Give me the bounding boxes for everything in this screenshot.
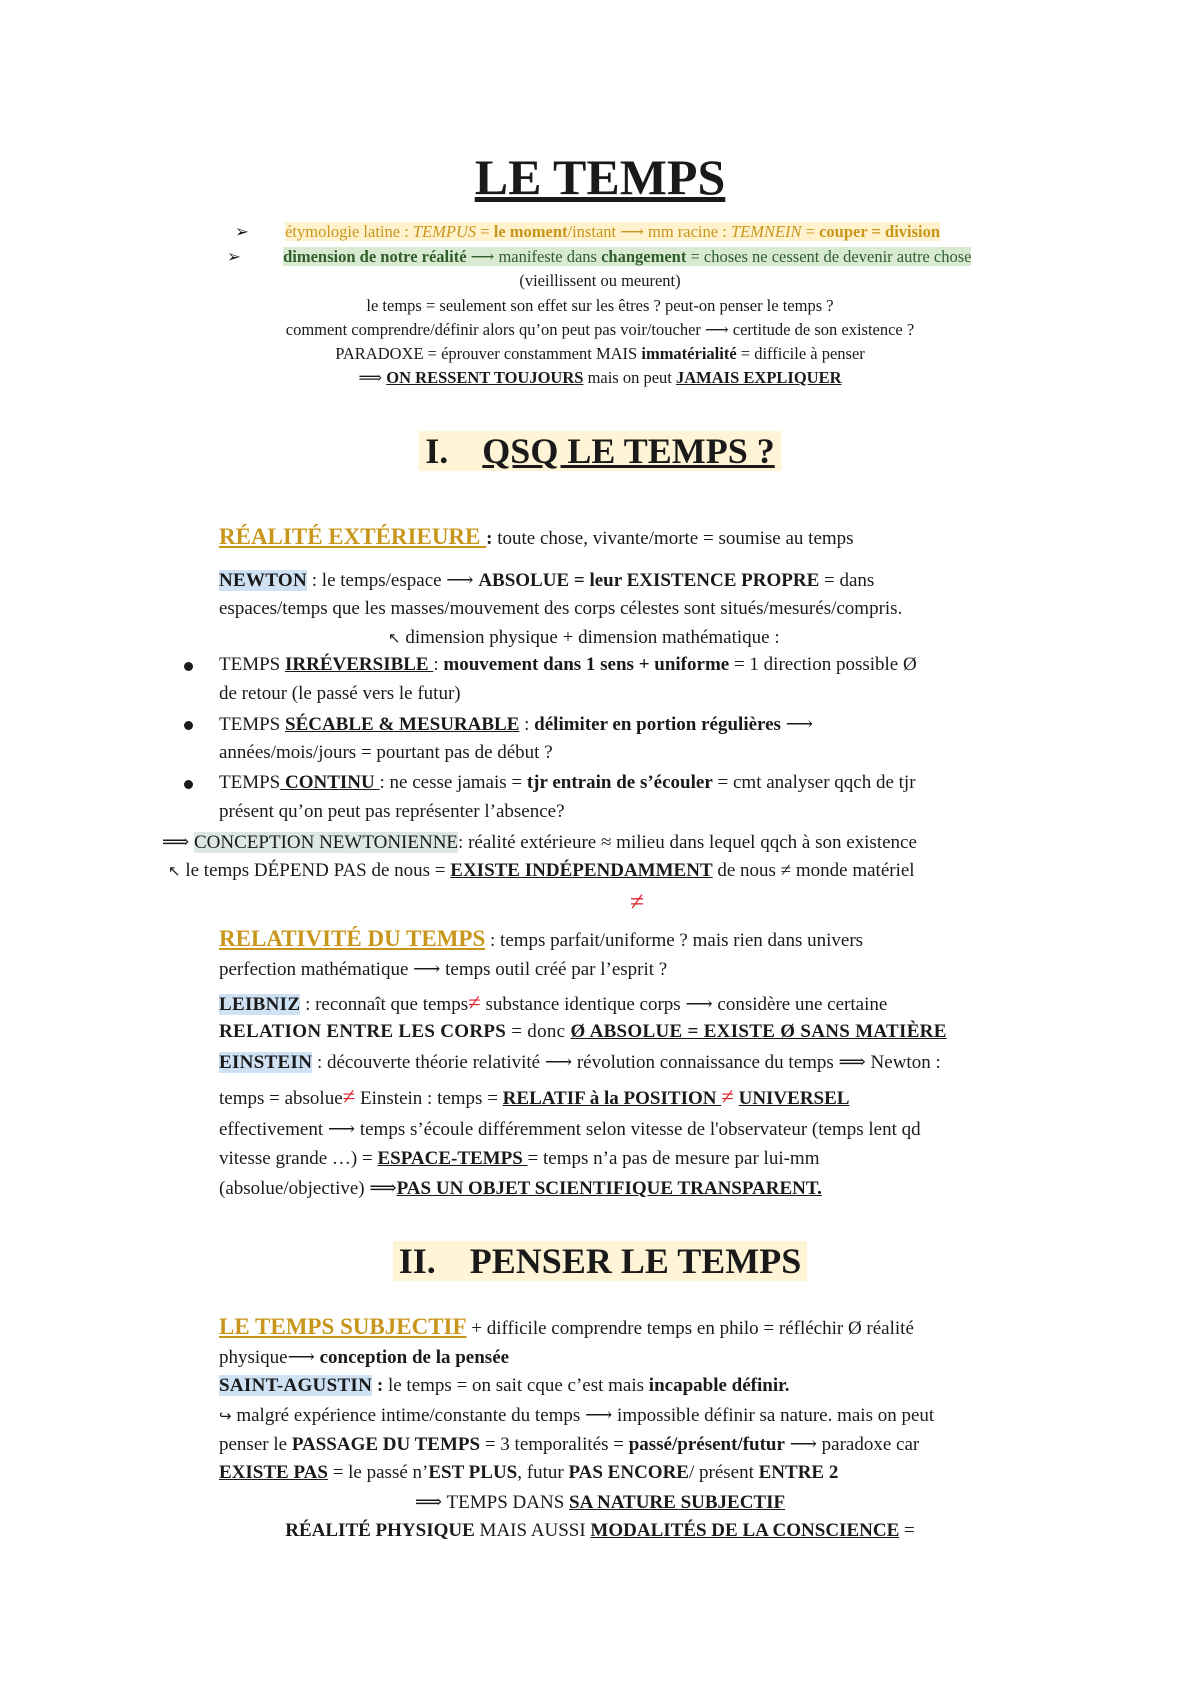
document-title: LE TEMPS — [474, 149, 726, 205]
etymology-highlight: étymologie latine : TEMPUS = le moment/instant ⟶ mm racine : TEMNEIN = couper = division — [285, 222, 941, 241]
bullet-irreversible-cont: de retour (le passé vers le futur) — [219, 683, 461, 704]
newton-line-3: ↖ dimension physique + dimension mathématique : — [388, 627, 780, 648]
einstein-line: EINSTEIN : découverte théorie relativité ⟶ révolution connaissance du temps ⟹ Newton : — [219, 1052, 941, 1073]
relativite-line-2: perfection mathématique ⟶ temps outil créé par l’esprit ? — [219, 959, 668, 980]
section-1-title: QSQ LE TEMPS ? — [482, 431, 775, 471]
intro-comprehension-line: comment comprendre/définir alors qu’on peut pas voir/toucher ⟶ certitude de son existence ? — [285, 320, 915, 339]
subjective-conclusion: ⟹ TEMPS DANS SA NATURE SUBJECTIF — [414, 1492, 786, 1513]
bullet-irreversible: TEMPS IRRÉVERSIBLE : mouvement dans 1 sens + uniforme = 1 direction possible Ø — [219, 654, 917, 675]
bullet-continu: TEMPS CONTINU : ne cesse jamais = tjr entrain de s’écouler = cmt analyser qqch de tjr — [219, 772, 916, 793]
bullet-icon — [184, 780, 193, 789]
curved-arrow-icon: ↖ — [168, 862, 181, 880]
curved-arrow-icon: ↖ — [388, 629, 401, 647]
dimension-highlight: dimension de notre réalité ⟶ manifeste dans changement = choses ne cessent de devenir autre chose — [283, 247, 972, 266]
section-1-heading — [0, 430, 1200, 472]
intro-dimension-continuation: (vieillissent ou meurent) — [519, 271, 681, 290]
intro-paradox-line: PARADOXE = éprouver constamment MAIS immatérialité = difficile à penser — [335, 344, 865, 363]
intro-conclusion-line: ⟹ ON RESSENT TOUJOURS mais on peut JAMAIS EXPLIQUER — [358, 368, 842, 387]
bullet-secable: TEMPS SÉCABLE & MESURABLE : délimiter en portion régulières ⟶ — [219, 714, 813, 735]
newton-name: NEWTON — [219, 570, 308, 591]
hook-arrow-icon: ↪ — [219, 1407, 232, 1425]
intro-dimension-line — [227, 247, 971, 267]
section-2-title: PENSER LE TEMPS — [469, 1241, 802, 1281]
einstein-name: EINSTEIN — [219, 1052, 313, 1073]
saint-augustin-line-2: ↪ malgré expérience intime/constante du temps ⟶ impossible définir sa nature. mais on peut — [219, 1405, 935, 1426]
saint-augustin-line-4: EXISTE PAS = le passé n’EST PLUS, futur PAS ENCORE/ présent ENTRE 2 — [219, 1462, 839, 1483]
section-2-heading — [0, 1240, 1200, 1282]
arrow-bullet-icon: ➢ — [235, 222, 249, 241]
newtonian-conclusion: ⟹ CONCEPTION NEWTONIENNE: réalité extérieure ≈ milieu dans lequel qqch à son existence — [162, 832, 917, 853]
bullet-icon — [184, 721, 193, 730]
section-2-number: II. — [398, 1241, 436, 1281]
einstein-line-2: temps = absolue≠ Einstein : temps = RELATIF à la POSITION ≠ UNIVERSEL — [219, 1084, 850, 1109]
newton-line: NEWTON : le temps/espace ⟶ ABSOLUE = leur EXISTENCE PROPRE = dans — [219, 570, 875, 591]
intro-question-line: le temps = seulement son effet sur les êtres ? peut-on penser le temps ? — [366, 296, 834, 315]
realite-exterieure-line: RÉALITÉ EXTÉRIEURE : toute chose, vivante/morte = soumise au temps — [219, 524, 854, 549]
independence-line: ↖ le temps DÉPEND PAS de nous = EXISTE INDÉPENDAMMENT de nous ≠ monde matériel — [168, 860, 915, 881]
temps-subjectif-line-2: physique⟶ conception de la pensée — [219, 1347, 510, 1368]
saint-augustin-name: SAINT-AGUSTIN — [219, 1375, 373, 1396]
leibniz-line-2: RELATION ENTRE LES CORPS = donc Ø ABSOLUE = EXISTE Ø SANS MATIÈRE — [219, 1021, 947, 1042]
temps-subjectif-line: LE TEMPS SUBJECTIF + difficile comprendre temps en philo = réfléchir Ø réalité — [219, 1314, 914, 1339]
einstein-line-5: (absolue/objective) ⟹PAS UN OBJET SCIENTIFIQUE TRANSPARENT. — [219, 1178, 822, 1199]
newton-line-2: espaces/temps que les masses/mouvement des corps célestes sont situés/mesurés/compris. — [219, 598, 903, 619]
saint-augustin-line: SAINT-AGUSTIN : le temps = on sait cque c’est mais incapable définir. — [219, 1375, 790, 1396]
bullet-secable-cont: années/mois/jours = pourtant pas de début ? — [219, 742, 553, 763]
saint-augustin-line-3: penser le PASSAGE DU TEMPS = 3 temporalités = passé/présent/futur ⟶ paradoxe car — [219, 1434, 920, 1455]
arrow-bullet-icon: ➢ — [227, 247, 241, 266]
consciousness-line: RÉALITÉ PHYSIQUE MAIS AUSSI MODALITÉS DE LA CONSCIENCE = — [285, 1520, 915, 1541]
leibniz-name: LEIBNIZ — [219, 994, 301, 1015]
not-equal-symbol: ≠ — [630, 887, 645, 916]
leibniz-line: LEIBNIZ : reconnaît que temps≠ substance identique corps ⟶ considère une certaine — [219, 990, 888, 1015]
einstein-line-3: effectivement ⟶ temps s’écoule différemment selon vitesse de l'observateur (temps lent qd — [219, 1119, 921, 1140]
relativite-line: RELATIVITÉ DU TEMPS : temps parfait/uniforme ? mais rien dans univers — [219, 926, 864, 951]
bullet-icon — [184, 662, 193, 671]
bullet-continu-cont: présent qu’on peut pas représenter l’absence? — [219, 801, 565, 822]
intro-etymology-line — [235, 222, 940, 242]
section-1-number: I. — [425, 431, 449, 471]
einstein-line-4: vitesse grande …) = ESPACE-TEMPS = temps n’a pas de mesure par lui-mm — [219, 1148, 820, 1169]
